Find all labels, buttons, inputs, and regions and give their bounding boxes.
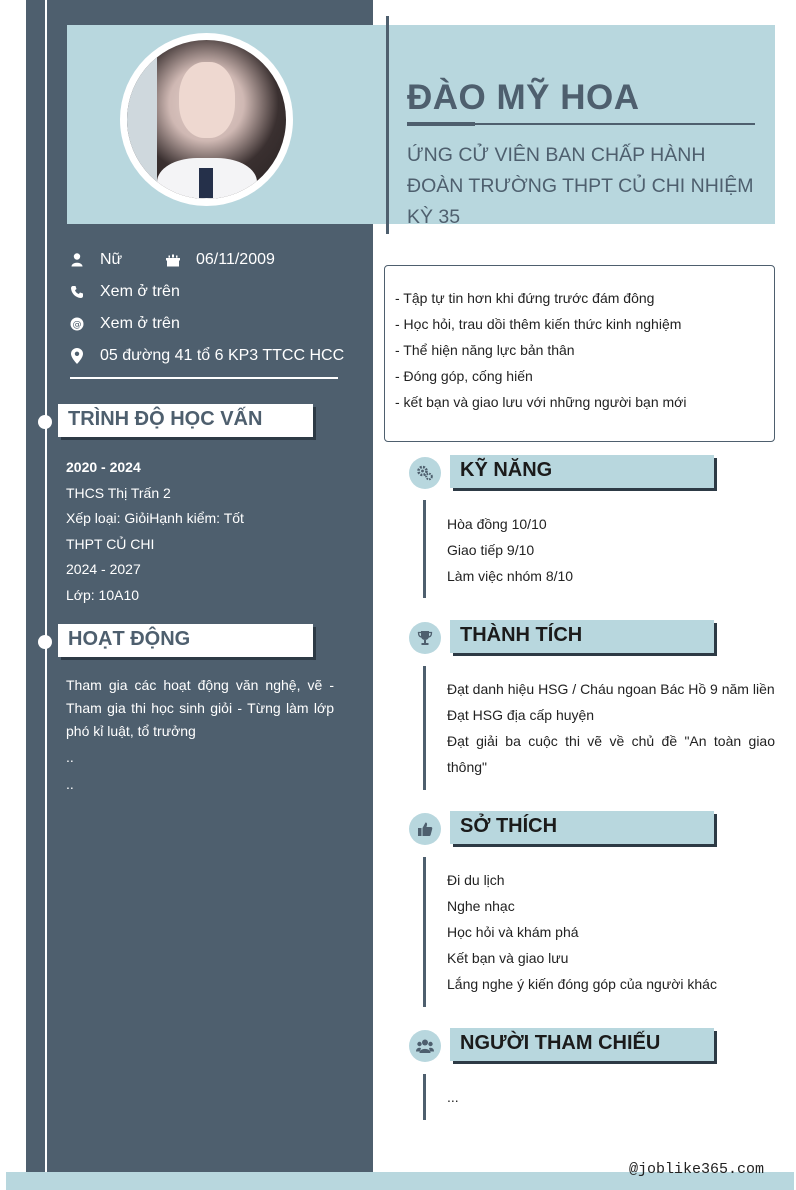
achievement-item: Đạt danh hiệu HSG / Cháu ngoan Bác Hồ 9 năm liền xyxy=(447,681,775,697)
education-line: THPT CỦ CHI xyxy=(66,535,155,552)
email-row xyxy=(70,314,180,334)
education-line: THCS Thị Trấn 2 xyxy=(66,484,171,501)
birthday-row xyxy=(166,250,275,270)
gender-row xyxy=(70,250,122,270)
activities-title: HOẠT ĐỘNG xyxy=(68,628,191,650)
achievements-bar xyxy=(423,666,426,790)
candidate-subtitle: ỨNG CỬ VIÊN BAN CHẤP HÀNH ĐOÀN TRƯỜNG THPT CỦ CHI NHIỆM KỲ 35 xyxy=(407,144,754,228)
achievements-title: THÀNH TÍCH xyxy=(460,624,583,646)
hobby-item: Đi du lịch xyxy=(447,872,505,888)
hobby-item: Nghe nhạc xyxy=(447,898,515,914)
skill-item: Làm việc nhóm 8/10 xyxy=(447,568,574,584)
references-heading xyxy=(450,1028,714,1061)
references-bar xyxy=(423,1074,426,1120)
hobby-item: Kết bạn và giao lưu xyxy=(447,950,569,966)
goal-item: - Tập tự tin hơn khi đứng trước đám đông xyxy=(395,290,655,306)
hobbies-bar xyxy=(423,857,426,1007)
education-line: Lớp: 10A10 xyxy=(66,586,140,603)
education-title: TRÌNH ĐỘ HỌC VẤN xyxy=(68,408,263,430)
phone-icon xyxy=(70,284,84,300)
goal-item: - kết bạn và giao lưu với những người bạn mới xyxy=(395,394,687,410)
trophy-icon xyxy=(409,622,441,654)
skill-item: Giao tiếp 9/10 xyxy=(447,542,535,558)
hobbies-list xyxy=(447,867,775,997)
references-list xyxy=(447,1084,775,1110)
thumbs-up-icon xyxy=(409,813,441,845)
svg-text:@: @ xyxy=(72,320,82,330)
skills-heading xyxy=(450,455,714,488)
address-value: 05 đường 41 tổ 6 KP3 TTCC HCC xyxy=(100,347,345,364)
people-icon xyxy=(409,1030,441,1062)
candidate-name: ĐÀO MỸ HOA xyxy=(407,78,640,117)
achievements-heading xyxy=(450,620,714,653)
avatar xyxy=(127,40,286,199)
education-line: 2024 - 2027 xyxy=(66,561,141,577)
activities-text xyxy=(66,674,334,797)
goal-item: - Thể hiện năng lực bản thân xyxy=(395,342,575,358)
goal-item: - Học hỏi, trau dồi thêm kiến thức kinh nghiệm xyxy=(395,316,682,332)
education-heading xyxy=(58,404,313,437)
skills-list xyxy=(447,511,775,589)
education-line: 2020 - 2024 xyxy=(66,459,141,475)
skills-title: KỸ NĂNG xyxy=(460,459,553,481)
activities-extra: .. xyxy=(66,749,74,765)
achievement-item: Đạt HSG địa cấp huyện xyxy=(447,707,595,723)
address-row xyxy=(70,346,344,366)
birthday-cake-icon xyxy=(166,252,180,268)
achievement-item: Đạt giải ba cuộc thi vẽ về chủ đề "An toàn giao thông" xyxy=(447,733,775,775)
email-value: Xem ở trên xyxy=(100,315,180,332)
phone-value: Xem ở trên xyxy=(100,283,180,300)
phone-row xyxy=(70,282,180,302)
skills-bar xyxy=(423,500,426,598)
timeline-dot xyxy=(38,635,52,649)
goal-item: - Đóng góp, cống hiến xyxy=(395,368,533,384)
timeline-dot xyxy=(38,415,52,429)
reference-item: ... xyxy=(447,1089,459,1105)
education-line: Xếp loại: GiỏiHạnh kiểm: Tốt xyxy=(66,510,244,526)
references-title: NGƯỜI THAM CHIẾU xyxy=(460,1032,661,1054)
activities-extra: .. xyxy=(66,776,74,792)
location-pin-icon xyxy=(70,348,84,364)
hobby-item: Lắng nghe ý kiến đóng góp của người khác xyxy=(447,976,717,992)
timeline-line xyxy=(45,0,47,1190)
achievements-list xyxy=(447,676,775,780)
activities-paragraph: Tham gia các hoạt động văn nghệ, vẽ - Tham gia thi học sinh giỏi - Từng làm lớp phó kỉ luật, tổ trưởng xyxy=(66,677,334,739)
hobby-item: Học hỏi và khám phá xyxy=(447,924,579,940)
contact-divider xyxy=(70,377,338,379)
watermark: @joblike365.com xyxy=(628,1161,764,1178)
user-icon xyxy=(70,252,84,268)
header-divider xyxy=(386,16,389,234)
hobbies-heading xyxy=(450,811,714,844)
education-list xyxy=(66,455,244,608)
birthday-value: 06/11/2009 xyxy=(196,251,275,268)
skill-item: Hòa đồng 10/10 xyxy=(447,516,547,532)
hobbies-title: SỞ THÍCH xyxy=(460,815,558,837)
gender-value: Nữ xyxy=(100,251,123,268)
name-underline-accent xyxy=(407,122,475,126)
email-at-icon xyxy=(70,316,84,332)
activities-heading xyxy=(58,624,313,657)
career-goals-box xyxy=(384,265,775,442)
gears-icon xyxy=(409,457,441,489)
